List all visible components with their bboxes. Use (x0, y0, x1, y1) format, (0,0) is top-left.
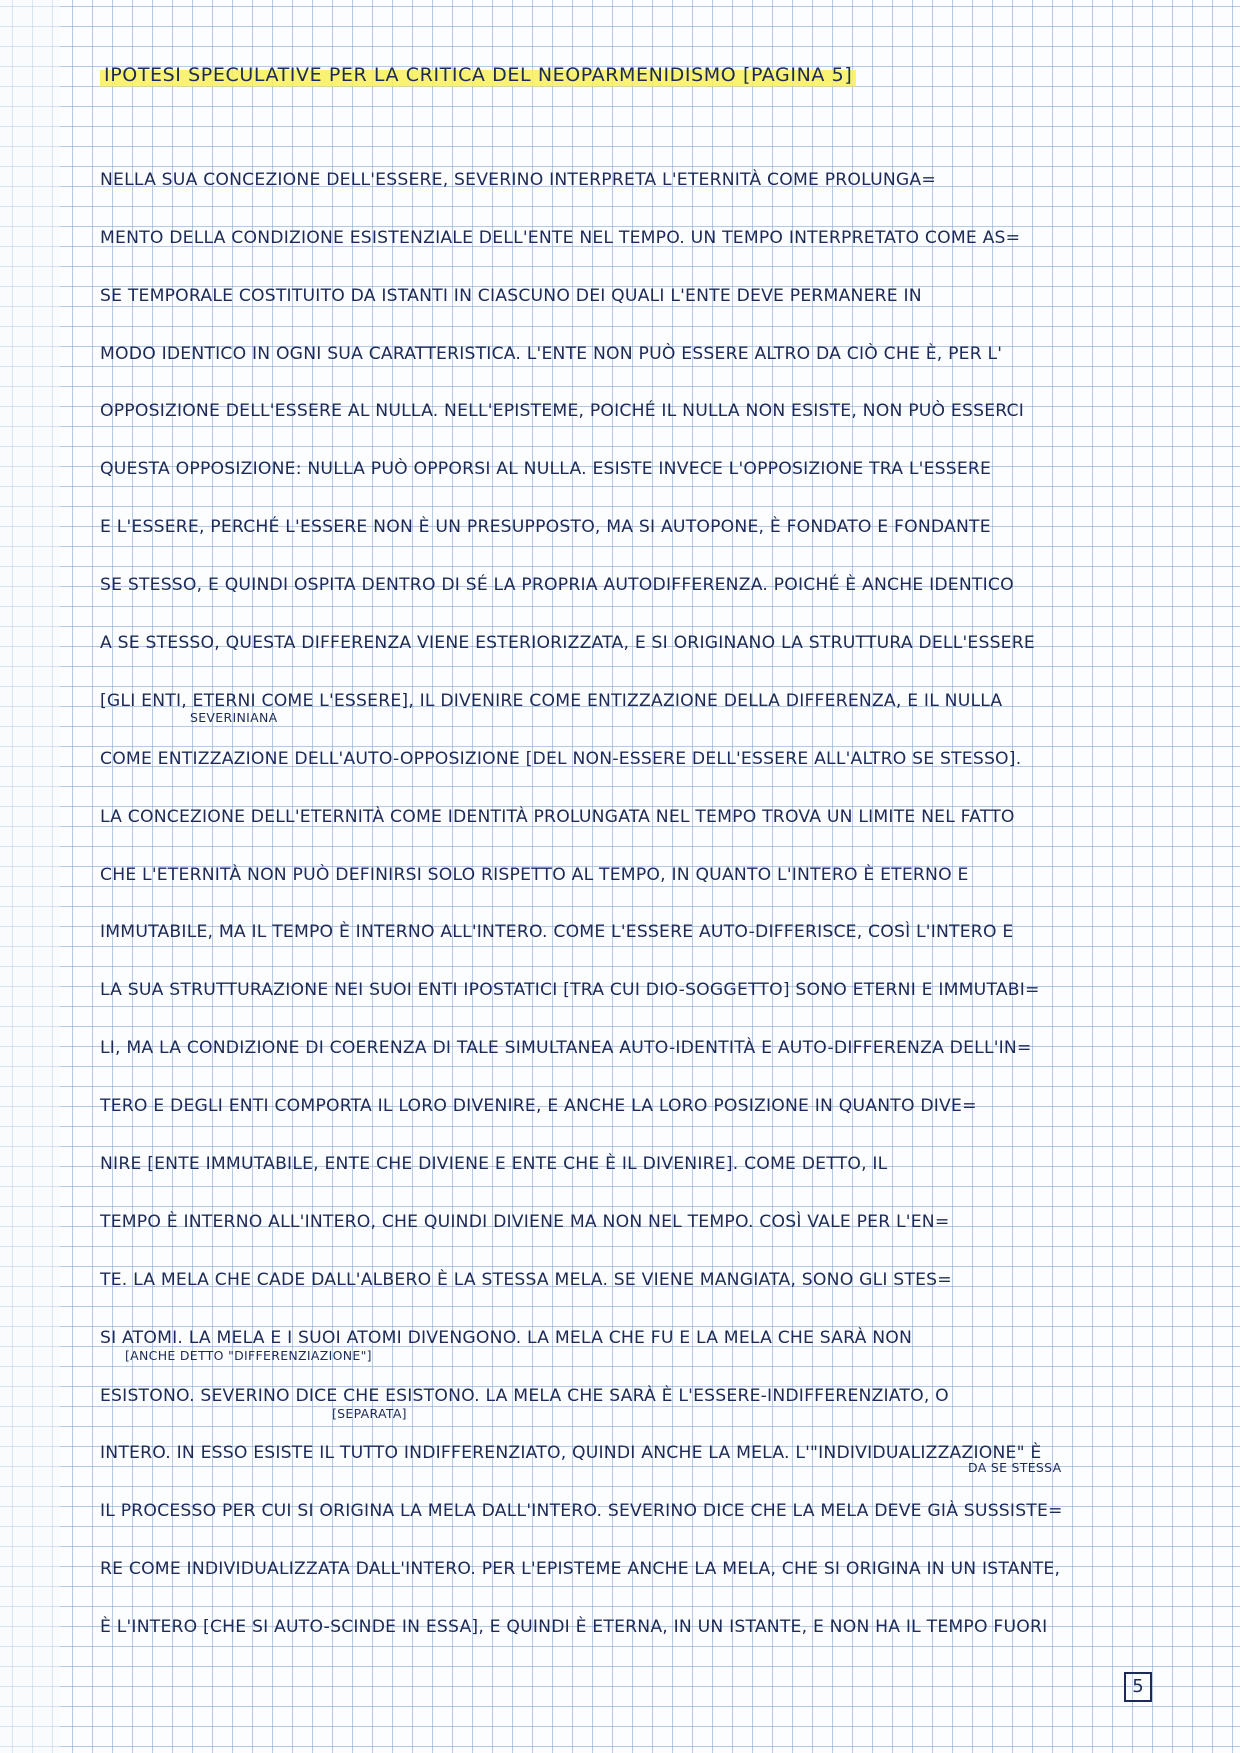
text-line-content: SI ATOMI. LA MELA E I SUOI ATOMI DIVENGONO. LA MELA CHE FU E LA MELA CHE SARÀ NON (100, 1327, 913, 1348)
text-line (100, 314, 1115, 372)
text-line (100, 1182, 1115, 1240)
text-line (100, 1587, 1115, 1645)
text-line-content: CHE L'ETERNITÀ NON PUÒ DEFINIRSI SOLO RISPETTO AL TEMPO, IN QUANTO L'INTERO È ETERNO E (100, 864, 969, 885)
text-line (100, 1356, 1115, 1414)
text-line-content: MENTO DELLA CONDIZIONE ESISTENZIALE DELL'ENTE NEL TEMPO. UN TEMPO INTERPRETATO COME AS= (100, 227, 1021, 248)
text-line-content: IMMUTABILE, MA IL TEMPO È INTERNO ALL'INTERO. COME L'ESSERE AUTO-DIFFERISCE, COSÌ L'INTERO E (100, 922, 1014, 943)
annotation-severiniana: SEVERINIANA (190, 710, 278, 725)
text-line (100, 256, 1115, 314)
text-line (100, 1124, 1115, 1182)
annotation-anche-detto: [ANCHE DETTO "DIFFERENZIAZIONE"] (125, 1348, 372, 1363)
text-line (100, 893, 1115, 951)
text-line (100, 372, 1115, 430)
text-line-content: NIRE [ENTE IMMUTABILE, ENTE CHE DIVIENE E ENTE CHE È IL DIVENIRE]. COME DETTO, IL (100, 1154, 888, 1175)
text-line-content: OPPOSIZIONE DELL'ESSERE AL NULLA. NELL'EPISTEME, POICHÉ IL NULLA NON ESISTE, NON PUÒ ESSERCI (100, 401, 1025, 422)
text-line-content: È L'INTERO [CHE SI AUTO-SCINDE IN ESSA], E QUINDI È ETERNA, IN UN ISTANTE, E NON HA IL TEMPO FUORI (100, 1617, 1048, 1638)
text-line-content: LA SUA STRUTTURAZIONE NEI SUOI ENTI IPOSTATICI [TRA CUI DIO-SOGGETTO] SONO ETERNI E IMMUTABI= (100, 980, 1040, 1001)
text-line-content: TE. LA MELA CHE CADE DALL'ALBERO È LA STESSA MELA. SE VIENE MANGIATA, SONO GLI STES= (100, 1269, 952, 1290)
text-line-content: SE TEMPORALE COSTITUITO DA ISTANTI IN CIASCUNO DEI QUALI L'ENTE DEVE PERMANERE IN (100, 285, 922, 306)
page-title: IPOTESI SPECULATIVE PER LA CRITICA DEL NEOPARMENIDISMO [PAGINA 5] (100, 62, 856, 88)
text-line-content: SE STESSO, E QUINDI OSPITA DENTRO DI SÉ LA PROPRIA AUTODIFFERENZA. POICHÉ È ANCHE IDENTICO (100, 575, 1014, 596)
text-line-content: NELLA SUA CONCEZIONE DELL'ESSERE, SEVERINO INTERPRETA L'ETERNITÀ COME PROLUNGA= (100, 169, 936, 190)
text-line (100, 487, 1115, 545)
text-line (100, 835, 1115, 893)
text-line (100, 198, 1115, 256)
text-line (100, 1066, 1115, 1124)
text-line (100, 1471, 1115, 1529)
text-line-content: MODO IDENTICO IN OGNI SUA CARATTERISTICA. L'ENTE NON PUÒ ESSERE ALTRO DA CIÒ CHE È, PER L' (100, 343, 1003, 364)
text-line (100, 719, 1115, 777)
text-line (100, 1414, 1115, 1472)
text-line-content: A SE STESSO, QUESTA DIFFERENZA VIENE ESTERIORIZZATA, E SI ORIGINANO LA STRUTTURA DELL'ESSERE (100, 633, 1035, 654)
text-line-content: IL PROCESSO PER CUI SI ORIGINA LA MELA DALL'INTERO. SEVERINO DICE CHE LA MELA DEVE GIÀ SUSSISTE= (100, 1501, 1063, 1522)
text-line (100, 1240, 1115, 1298)
text-line (100, 1529, 1115, 1587)
text-line-content: RE COME INDIVIDUALIZZATA DALL'INTERO. PER L'EPISTEME ANCHE LA MELA, CHE SI ORIGINA IN UN ISTANTE, (100, 1559, 1061, 1580)
text-line (100, 603, 1115, 661)
annotation-da-se-stessa: DA SE STESSA (968, 1460, 1062, 1475)
text-line-content: LA CONCEZIONE DELL'ETERNITÀ COME IDENTITÀ PROLUNGATA NEL TEMPO TROVA UN LIMITE NEL FATTO (100, 806, 1015, 827)
handwritten-text-body (100, 140, 1115, 1645)
text-line (100, 950, 1115, 1008)
text-line-content: TERO E DEGLI ENTI COMPORTA IL LORO DIVENIRE, E ANCHE LA LORO POSIZIONE IN QUANTO DIVE= (100, 1096, 977, 1117)
page-number-box: 5 (1124, 1672, 1152, 1702)
text-line (100, 140, 1115, 198)
text-line-content: ESISTONO. SEVERINO DICE CHE ESISTONO. LA MELA CHE SARÀ È L'ESSERE-INDIFFERENZIATO, O (100, 1385, 949, 1406)
text-line-content: TEMPO È INTERNO ALL'INTERO, CHE QUINDI DIVIENE MA NON NEL TEMPO. COSÌ VALE PER L'EN= (100, 1211, 950, 1232)
text-line (100, 545, 1115, 603)
text-line-content: QUESTA OPPOSIZIONE: NULLA PUÒ OPPORSI AL NULLA. ESISTE INVECE L'OPPOSIZIONE TRA L'ESSERE (100, 459, 992, 480)
text-line-content: [GLI ENTI, ETERNI COME L'ESSERE], IL DIVENIRE COME ENTIZZAZIONE DELLA DIFFERENZA, E IL NULLA (100, 690, 1003, 711)
text-line-content: LI, MA LA CONDIZIONE DI COERENZA DI TALE SIMULTANEA AUTO-IDENTITÀ E AUTO-DIFFERENZA DELL'IN= (100, 1038, 1032, 1059)
text-line-content: INTERO. IN ESSO ESISTE IL TUTTO INDIFFERENZIATO, QUINDI ANCHE LA MELA. L'"INDIVIDUALIZZAZIONE" È (100, 1443, 1042, 1464)
annotation-separata: [SEPARATA] (332, 1406, 407, 1421)
text-line-content: COME ENTIZZAZIONE DELL'AUTO-OPPOSIZIONE [DEL NON-ESSERE DELL'ESSERE ALL'ALTRO SE STESSO]. (100, 748, 1022, 769)
text-line (100, 777, 1115, 835)
text-line (100, 429, 1115, 487)
text-line-content: E L'ESSERE, PERCHÉ L'ESSERE NON È UN PRESUPPOSTO, MA SI AUTOPONE, È FONDATO E FONDANTE (100, 517, 991, 538)
text-line (100, 1008, 1115, 1066)
